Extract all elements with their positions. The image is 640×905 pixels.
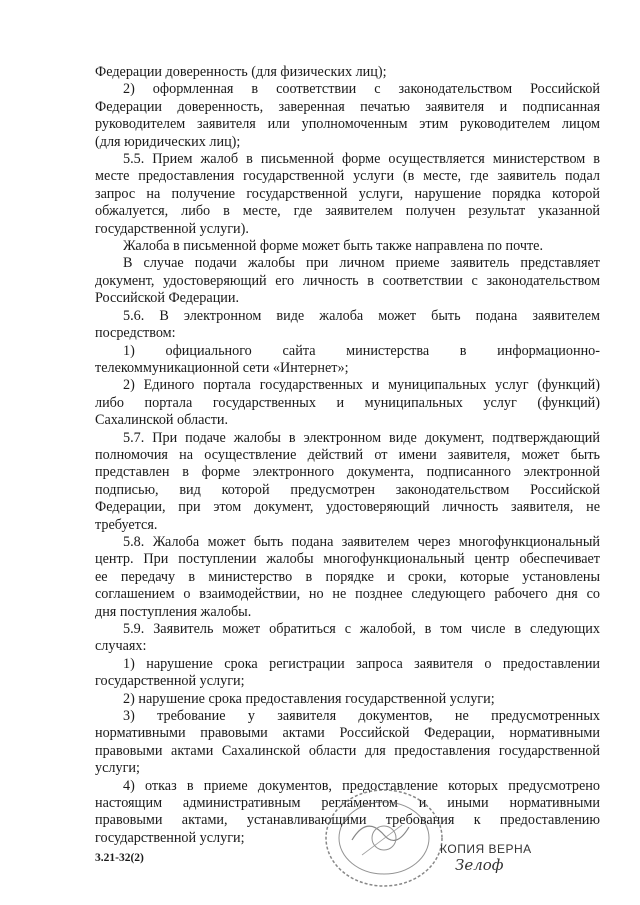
- text-line: соглашением о взаимодействии, но не позднее следующего рабочего дня со: [95, 586, 600, 603]
- text-line: Жалоба в письменной форме может быть также направлена по почте.: [123, 238, 544, 255]
- text-line: центр. При поступлении жалобы многофункциональный центр обеспечивает: [95, 551, 600, 568]
- text-line: Сахалинской области.: [95, 412, 229, 429]
- document-body: [95, 64, 600, 847]
- text-line: 3) требование у заявителя документов, не предусмотренных: [123, 708, 600, 725]
- text-line: государственной услуги).: [95, 220, 249, 237]
- text-line: Федерации доверенность (для физических лиц);: [95, 64, 387, 80]
- text-line: требуется.: [95, 516, 158, 533]
- text-line: государственной услуги;: [95, 829, 245, 846]
- text-line: 1) официального сайта министерства в информационно-: [123, 342, 600, 359]
- copy-stamp-mark: КОПИЯ ВЕРНА: [440, 842, 532, 856]
- text-line: государственной услуги;: [95, 673, 245, 690]
- text-line: 5.9. Заявитель может обратиться с жалобой, в том числе в следующих: [123, 621, 600, 637]
- text-line: правовыми актами, устанавливающими требования к предоставлению: [95, 812, 600, 829]
- text-line: услуги;: [95, 760, 140, 777]
- text-line: В случае подачи жалобы при личном приеме заявитель представляет: [123, 255, 600, 272]
- text-line: полномочия на осуществление действий от имени заявителя, может быть: [95, 446, 600, 463]
- text-line: Федерации доверенность, заверенная печатью заявителя и подписанная: [95, 98, 600, 115]
- text-line: телекоммуникационной сети «Интернет»;: [95, 359, 349, 376]
- text-line: посредством:: [95, 325, 176, 342]
- text-line: 2) Единого портала государственных и муниципальных услуг (функций): [123, 377, 600, 394]
- text-line: 5.5. Прием жалоб в письменной форме осуществляется министерством в: [123, 151, 600, 168]
- text-line: 1) нарушение срока регистрации запроса заявителя о предоставлении: [123, 655, 600, 672]
- text-line: ее передачу в министерство в порядке и сроки, которые установлены: [95, 568, 600, 585]
- text-line: 5.8. Жалоба может быть подана заявителем через многофункциональный: [123, 533, 600, 550]
- text-line: Федерации, при этом документ, удостоверяющий личность заявителя, не: [95, 499, 600, 516]
- text-line: нормативными правовыми актами Российской Федерации, нормативными: [95, 725, 600, 742]
- signature: Зелоф: [455, 856, 504, 874]
- text-line: либо портала государственных и муниципальных услуг (функций): [95, 394, 600, 411]
- text-line: 2) оформленная в соответствии с законодательством Российской: [123, 81, 600, 98]
- text-line: документ, удостоверяющий его личность в соответствии с законодательством: [95, 272, 600, 289]
- text-line: 4) отказ в приеме документов, предоставление которых предусмотрено: [123, 777, 600, 794]
- text-line: руководителем заявителя или уполномоченным этим руководителем лицом: [95, 116, 600, 133]
- text-line: месте предоставления государственной услуги (в месте, где заявитель подал: [95, 168, 600, 185]
- document-code: 3.21-32(2): [95, 852, 144, 864]
- text-line: представлен в форме электронного документа, подписанного электронной: [95, 464, 600, 481]
- text-line: запрос на получение государственной услуги, нарушение порядка которой: [95, 185, 600, 202]
- text-line: случаях:: [95, 638, 147, 655]
- text-line: Российской Федерации.: [95, 290, 240, 307]
- text-line: правовыми актами Сахалинской области для предоставления государственной: [95, 742, 600, 759]
- text-line: дня поступления жалобы.: [95, 603, 252, 620]
- text-line: 5.6. В электронном виде жалоба может быть подана заявителем: [123, 307, 600, 324]
- round-stamp: [322, 780, 462, 890]
- text-line: подписью, вид которой предусмотрен законодательством Российской: [95, 481, 600, 498]
- text-line: обжалуется, либо в месте, где заявителем получен результат указанной: [95, 203, 600, 220]
- text-line: настоящим административным регламентом и иными нормативными: [95, 795, 600, 812]
- text-line: 2) нарушение срока предоставления государственной услуги;: [123, 690, 495, 707]
- text-line: (для юридических лиц);: [95, 133, 241, 150]
- text-line: 5.7. При подаче жалобы в электронном виде документ, подтверждающий: [123, 429, 600, 446]
